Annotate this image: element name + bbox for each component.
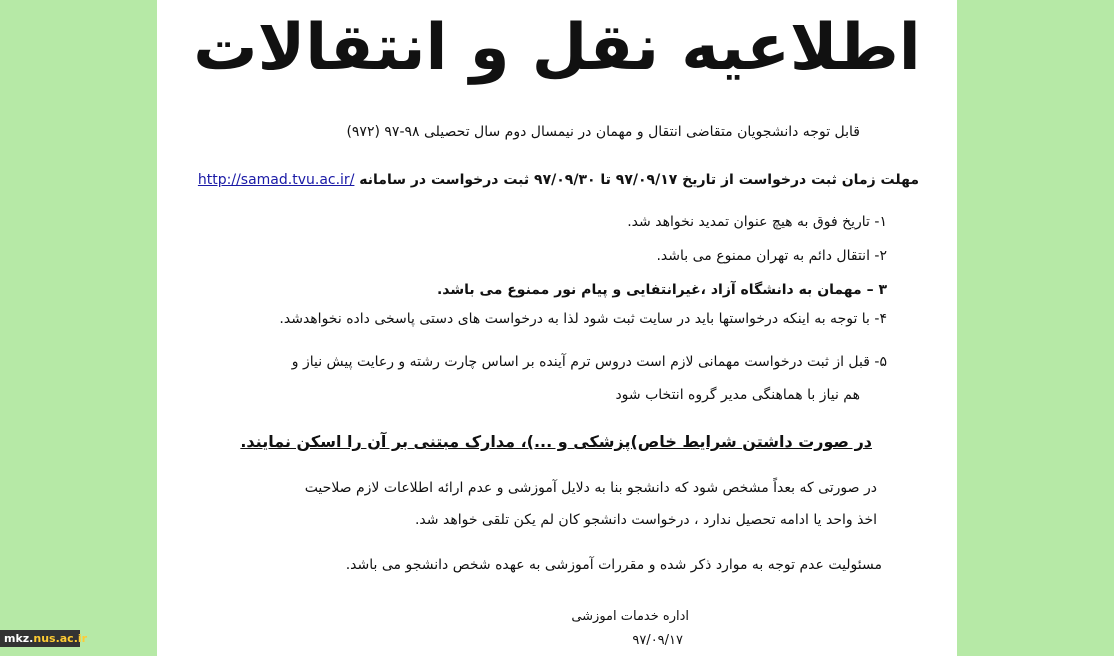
office-name: اداره خدمات اموزشی: [571, 609, 689, 624]
rule-item: ۵- قبل از ثبت درخواست مهمانی لازم است دروس ترم آینده بر اساس چارت رشته و رعایت پیش نیاز و: [291, 354, 887, 370]
intro-text: قابل توجه دانشجویان متقاضی انتقال و مهمان در نیمسال دوم سال تحصیلی ۹۸-۹۷ (۹۷۲): [346, 124, 860, 140]
site-badge[interactable]: [0, 630, 88, 647]
responsibility-text: مسئولیت عدم توجه به موارد ذکر شده و مقررات آموزشی به عهده شخص دانشجو می باشد.: [345, 557, 882, 573]
special-case-heading: در صورت داشتن شرایط خاص)پزشکی و ...)، مدارک مبتنی بر آن را اسکن نمایند.: [240, 432, 872, 451]
badge-accent: nus.ac.ir: [33, 632, 88, 645]
rule-item: ۱- تاریخ فوق به هیچ عنوان تمدید نخواهد شد.: [627, 214, 887, 230]
paragraph-line: در صورتی که بعداً مشخص شود که دانشجو بنا به دلایل آموزشی و عدم ارائه اطلاعات لازم صلاحیت: [304, 480, 877, 496]
notice-date: ۹۷/۰۹/۱۷: [632, 633, 683, 648]
samad-link[interactable]: http://samad.tvu.ac.ir/: [197, 172, 355, 188]
deadline-text: مهلت زمان ثبت درخواست از تاریخ ۹۷/۰۹/۱۷ تا ۹۷/۰۹/۳۰ ثبت درخواست در سامانه: [359, 172, 919, 188]
rule-item: ۳ – مهمان به دانشگاه آزاد ،غیرانتفایی و پیام نور ممنوع می باشد.: [436, 282, 887, 298]
badge-prefix: mkz.: [4, 632, 34, 645]
notice-page: [157, 0, 957, 656]
page-title: اطلاعیه نقل و انتقالات: [193, 11, 921, 85]
deadline-line: [198, 172, 919, 188]
paragraph-line: اخذ واحد یا ادامه تحصیل ندارد ، درخواست دانشجو کان لم یکن تلقی خواهد شد.: [414, 512, 877, 528]
rule-item: ۲- انتقال دائم به تهران ممنوع می باشد.: [656, 248, 887, 264]
rule-item-continued: هم نیاز با هماهنگی مدیر گروه انتخاب شود: [615, 387, 860, 403]
rule-item: ۴- با توجه به اینکه درخواستها باید در سایت ثبت شود لذا به درخواست های دستی پاسخی داده نخواهدشد.: [279, 311, 887, 327]
